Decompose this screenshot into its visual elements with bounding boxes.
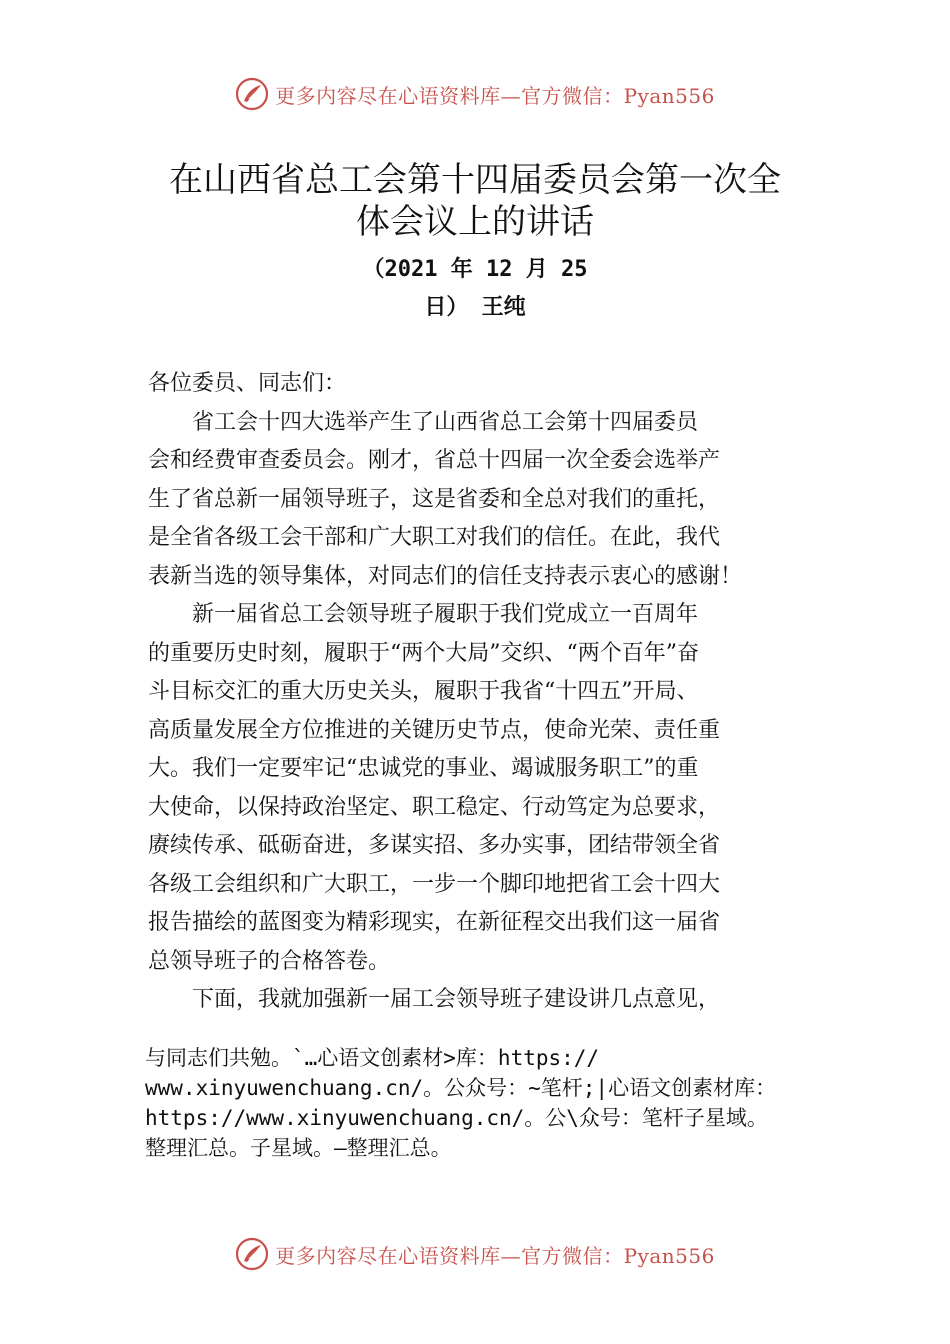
- body-line: 报告描绘的蓝图变为精彩现实，在新征程交出我们这一届省: [148, 910, 721, 935]
- document-body: [148, 365, 808, 1020]
- body-line: 高质量发展全方位推进的关键历史节点，使命光荣、责任重: [148, 717, 721, 743]
- tail-line: https://www.xinyuwenchuang.cn/。公\众号：笔杆子星域。: [145, 1106, 768, 1130]
- body-line: 是全省各级工会干部和广大职工对我们的信任。在此，我代: [148, 525, 721, 550]
- banner-text: 更多内容尽在心语资料库—官方微信：Pyan556: [275, 1243, 715, 1268]
- page-title-line-1: 在山西省总工会第十四届委员会第一次全: [169, 160, 781, 200]
- body-line: 的重要历史时刻，履职于“两个大局”交织、“两个百年”奋: [148, 640, 699, 666]
- salutation: 各位委员、同志们：: [148, 371, 347, 396]
- body-line: 会和经费审查委员会。刚才，省总十四届一次全委会选举产: [148, 448, 721, 473]
- body-line: 赓续传承、砥砺奋进，多谋实招、多办实事，团结带领全省: [148, 833, 721, 858]
- tail-line: 整理汇总。子星域。—整理汇总。: [145, 1136, 452, 1160]
- document-tail: [145, 1043, 845, 1163]
- page-title-line-2: 体会议上的讲话: [356, 202, 594, 242]
- date-author-line: 日） 王纯: [424, 295, 526, 320]
- header-banner: [0, 72, 950, 116]
- body-line: 新一届省总工会领导班子履职于我们党成立一百周年: [148, 602, 699, 627]
- body-line: 省工会十四大选举产生了山西省总工会第十四届委员: [148, 409, 699, 435]
- tail-line: 与同志们共勉。`…心语文创素材>库：https://: [145, 1046, 600, 1070]
- body-line: 生了省总新一届领导班子，这是省委和全总对我们的重托，: [148, 486, 721, 512]
- body-line: 总领导班子的合格答卷。: [148, 948, 391, 974]
- body-line: 表新当选的领导集体，对同志们的信任支持表示衷心的感谢！: [148, 563, 743, 589]
- tail-line: www.xinyuwenchuang.cn/。公众号：~笔杆;|心语文创素材库：: [145, 1076, 777, 1100]
- brand-logo-icon: [235, 1237, 269, 1271]
- body-line: 下面，我就加强新一届工会领导班子建设讲几点意见，: [148, 987, 721, 1012]
- body-line: 大使命，以保持政治坚定、职工稳定、行动笃定为总要求，: [148, 794, 721, 820]
- body-line: 大。我们一定要牢记“忠诚党的事业、竭诚服务职工”的重: [148, 756, 699, 781]
- date-line-1: （2021 年 12 月 25: [362, 257, 588, 282]
- body-line: 斗目标交汇的重大历史关头，履职于我省“十四五”开局、: [148, 679, 699, 704]
- body-line: 各级工会组织和广大职工，一步一个脚印地把省工会十四大: [148, 871, 721, 897]
- brand-logo-icon: [235, 77, 269, 111]
- banner-text: 更多内容尽在心语资料库—官方微信：Pyan556: [275, 83, 715, 108]
- footer-banner: [0, 1232, 950, 1276]
